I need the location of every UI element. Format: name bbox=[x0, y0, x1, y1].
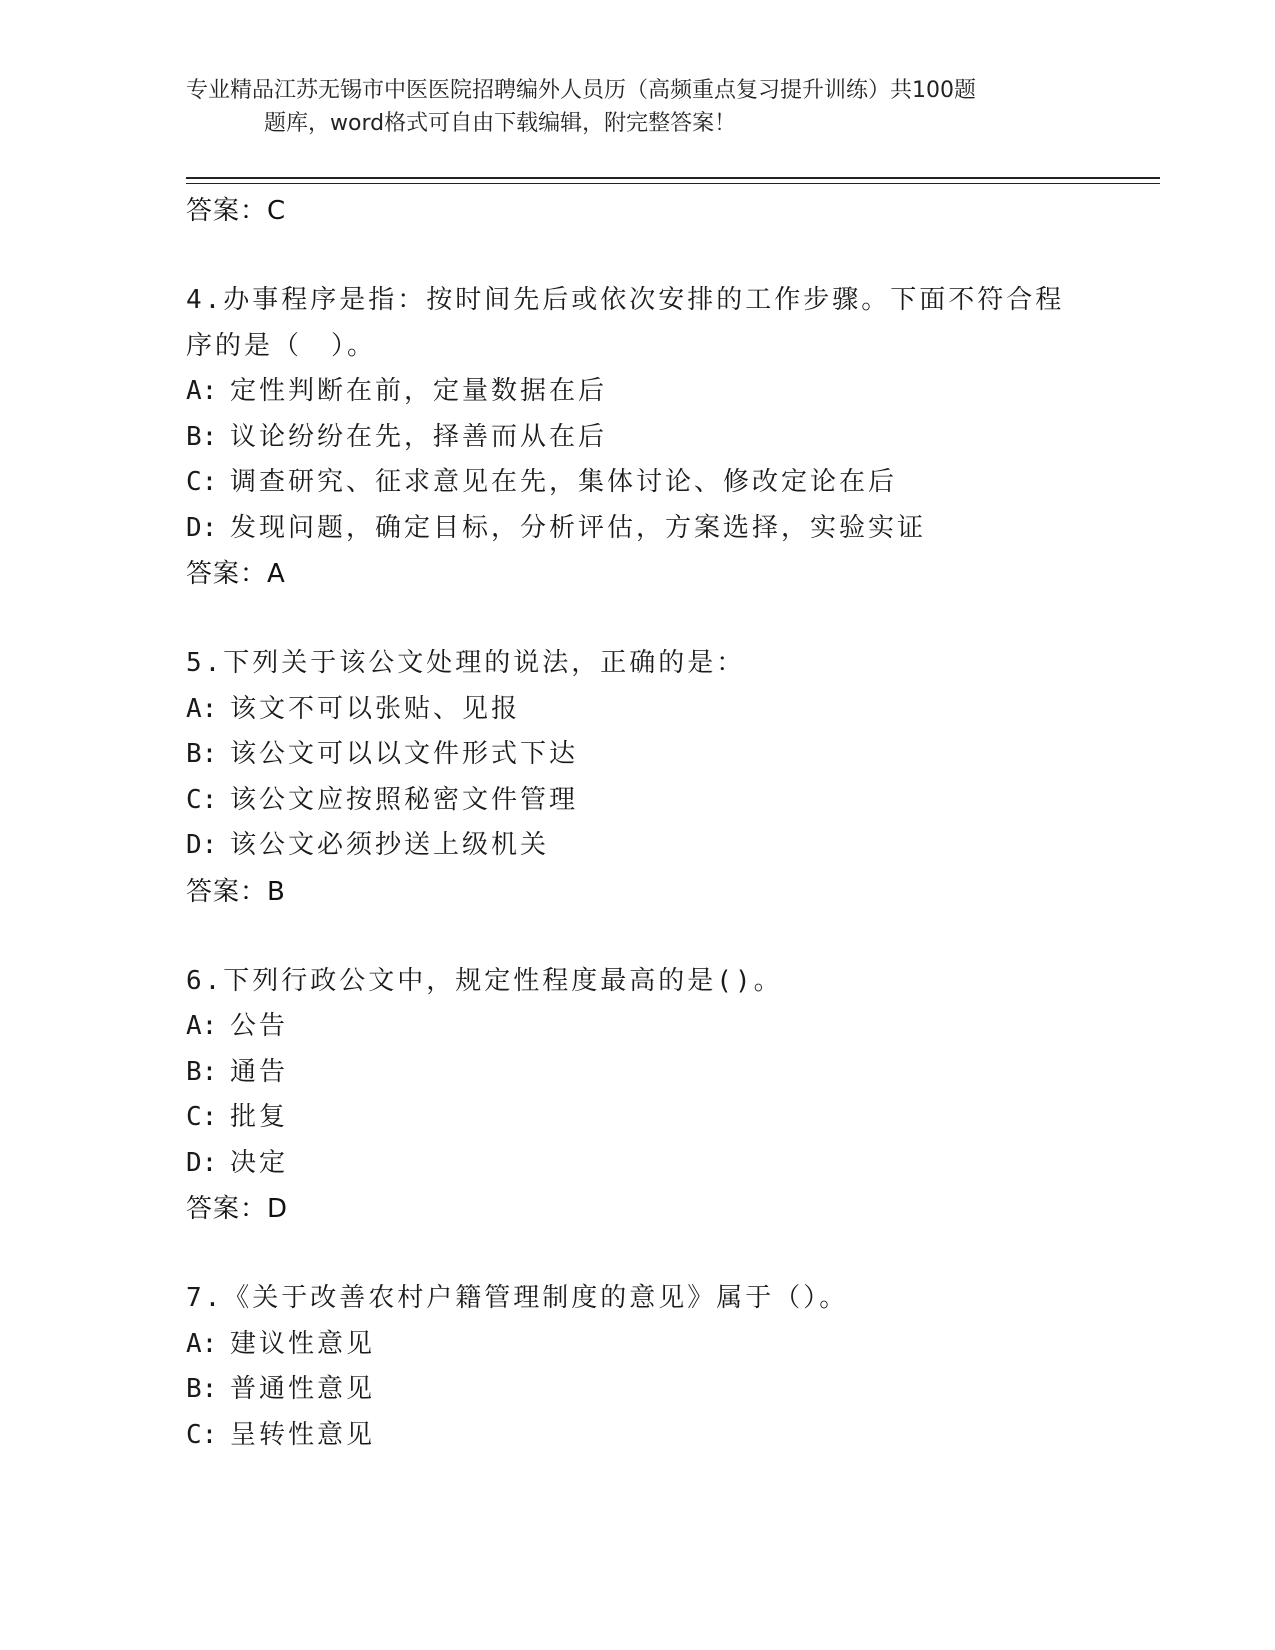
page-header bbox=[186, 74, 1086, 140]
option-a bbox=[186, 687, 1086, 733]
header-divider-thin bbox=[186, 183, 1160, 184]
option-b bbox=[186, 415, 1086, 461]
option-key: D: bbox=[186, 830, 218, 860]
option-text: 公告 bbox=[230, 1011, 289, 1041]
option-c bbox=[186, 460, 1086, 506]
answer: 答案：D bbox=[186, 1194, 289, 1224]
question-5 bbox=[186, 641, 1086, 915]
option-text: 建议性意见 bbox=[230, 1328, 376, 1359]
option-key: D: bbox=[186, 512, 218, 543]
option-b bbox=[186, 1050, 1086, 1096]
option-b bbox=[186, 1367, 1086, 1413]
option-key: B: bbox=[186, 1374, 218, 1404]
option-text: 普通性意见 bbox=[230, 1374, 376, 1404]
option-key: B: bbox=[186, 739, 218, 769]
question-stem: 5.下列关于该公文处理的说法，正确的是： bbox=[186, 648, 746, 678]
document-body bbox=[186, 188, 1086, 1458]
option-text: 议论纷纷在先，择善而从在后 bbox=[230, 421, 608, 452]
header-title-line1: 专业精品江苏无锡市中医医院招聘编外人员历（高频重点复习提升训练）共100题 bbox=[186, 78, 976, 103]
option-text: 该公文应按照秘密文件管理 bbox=[230, 784, 579, 815]
option-b bbox=[186, 732, 1086, 778]
option-text: 呈转性意见 bbox=[230, 1419, 376, 1450]
option-key: D: bbox=[186, 1147, 218, 1178]
option-text: 通告 bbox=[230, 1056, 289, 1087]
option-text: 该公文必须抄送上级机关 bbox=[230, 830, 550, 860]
option-key: A: bbox=[186, 376, 218, 406]
question-4 bbox=[186, 278, 1086, 597]
header-title-line2: 题库，word格式可自由下载编辑，附完整答案！ bbox=[264, 111, 737, 136]
option-c bbox=[186, 1095, 1086, 1141]
option-key: C: bbox=[186, 1102, 218, 1132]
option-key: B: bbox=[186, 421, 218, 452]
option-d bbox=[186, 506, 1086, 552]
option-d bbox=[186, 823, 1086, 869]
option-text: 该文不可以张贴、见报 bbox=[230, 693, 521, 724]
question-stem: 7.《关于改善农村户籍管理制度的意见》属于（）。 bbox=[186, 1283, 849, 1313]
option-a bbox=[186, 369, 1086, 415]
answer: 答案：A bbox=[186, 559, 286, 589]
option-d bbox=[186, 1141, 1086, 1187]
option-key: C: bbox=[186, 1419, 218, 1450]
option-c bbox=[186, 778, 1086, 824]
option-key: A: bbox=[186, 693, 218, 724]
option-text: 调查研究、征求意见在先，集体讨论、修改定论在后 bbox=[230, 467, 898, 497]
option-key: A: bbox=[186, 1328, 218, 1359]
option-key: B: bbox=[186, 1056, 218, 1087]
option-a bbox=[186, 1004, 1086, 1050]
option-text: 批复 bbox=[230, 1102, 289, 1132]
previous-answer: 答案：C bbox=[186, 196, 287, 226]
question-stem: 4.办事程序是指：按时间先后或依次安排的工作步骤。下面不符合程序的是（ ）。 bbox=[186, 285, 1065, 361]
question-6 bbox=[186, 959, 1086, 1233]
option-c bbox=[186, 1413, 1086, 1459]
option-text: 该公文可以以文件形式下达 bbox=[230, 739, 579, 769]
option-key: C: bbox=[186, 784, 218, 815]
header-divider-thick bbox=[186, 177, 1160, 179]
option-text: 决定 bbox=[230, 1147, 289, 1178]
answer: 答案：B bbox=[186, 876, 286, 907]
option-text: 定性判断在前，定量数据在后 bbox=[230, 376, 608, 406]
option-text: 发现问题，确定目标，分析评估，方案选择，实验实证 bbox=[230, 512, 927, 543]
question-stem: 6.下列行政公文中，规定性程度最高的是()。 bbox=[186, 965, 783, 996]
question-7 bbox=[186, 1276, 1086, 1458]
option-key: C: bbox=[186, 467, 218, 497]
option-key: A: bbox=[186, 1011, 218, 1041]
option-a bbox=[186, 1322, 1086, 1368]
